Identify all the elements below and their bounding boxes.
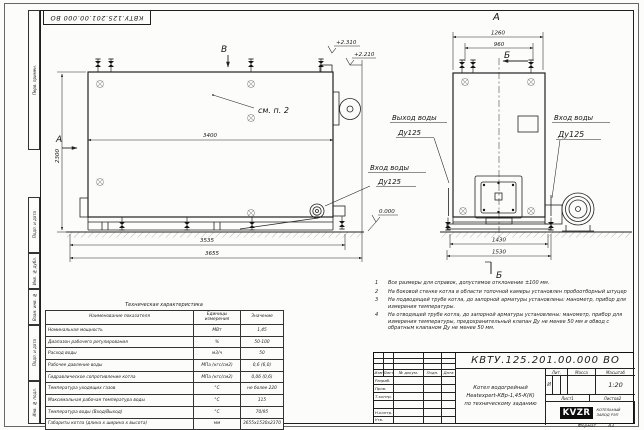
note-item: 2 На боковой стенке котла в области топочной камеры установлен пробоотборный штуцер <box>375 288 627 295</box>
table-row: Номинальная мощность МВт 1,45 <box>46 325 284 337</box>
dim-1530: 1530 <box>492 249 506 256</box>
svg-text:Ду125: Ду125 <box>398 129 421 137</box>
tech-characteristics-table <box>45 300 283 430</box>
table-row: Температура воды (Вход/Выход) °С 70/95 <box>46 406 284 418</box>
table-row: Габариты котла (длина х ширина х высота) мм 3655х1530х2370 <box>46 418 284 430</box>
note-item: 3 На подводящей трубе котла, до запорной арматуры установлены: манометр, прибор для измерения температуры. <box>375 297 626 310</box>
svg-text:Вход воды: Вход воды <box>554 114 594 122</box>
table-row: Гидравлическое сопротивление котла МПа (кгс/см2) 0,06 (0,6) <box>46 371 284 383</box>
section-marker-b-bottom: Б <box>496 271 503 281</box>
margin-box-inv-podl: Инв. № подл. <box>28 381 40 424</box>
lit-value-cell: И <box>546 376 568 395</box>
elev-2310: +2.310 <box>336 40 357 46</box>
svg-text:Вход воды: Вход воды <box>370 164 410 172</box>
inlet-label-main <box>325 164 426 206</box>
valve-symbols-main <box>95 59 345 230</box>
note-item: 1 Все размеры для справок, допустимое отклонение ±100 мм. <box>375 280 550 286</box>
ground-hatch <box>66 232 632 238</box>
boiler-front-view <box>447 58 594 237</box>
table-row: Расход воды м3/ч 50 <box>46 348 284 360</box>
notes-list <box>375 280 629 334</box>
doc-description: Котел водогрейный Heatexpert-КВр-1,45-К(К) по техническому заданию <box>456 369 546 425</box>
format-value: А3 <box>608 424 615 429</box>
top-stamp <box>43 10 151 25</box>
sheet-cell: Лист 1 <box>546 395 590 402</box>
company-cell <box>546 402 635 424</box>
valve-symbols-front <box>445 60 554 230</box>
margin-box-vzam-inv: Взам. инв. № <box>28 289 40 325</box>
svg-text:Ду125: Ду125 <box>558 130 585 139</box>
kvzr-logo: KVZR <box>560 407 594 420</box>
table-row: Рабочее давление воды МПа (кгс/см2) 0,6 (6,0) <box>46 360 284 372</box>
view-a-title: А <box>493 12 500 23</box>
sheets-cell: Листов 2 <box>590 395 635 402</box>
table-row: Температура уходящих газов °С не более 220 <box>46 383 284 395</box>
scale-value: 1:20 <box>596 376 635 395</box>
boiler-side-view <box>80 65 361 230</box>
dim-3655: 3655 <box>205 251 219 257</box>
doc-number: КВТУ.125.201.00.000 ВО <box>456 353 635 369</box>
elev-0000: 0.000 <box>379 209 395 215</box>
scale-header: Масштаб <box>596 369 635 376</box>
table-row: Максимальная рабочая температура воды °С 115 <box>46 395 284 407</box>
margin-box-inv-dubl: Инв. № дубл. <box>28 253 40 289</box>
title-block <box>373 352 634 424</box>
section-marker-a: А <box>56 135 63 145</box>
svg-text:Ду125: Ду125 <box>378 178 401 186</box>
inlet-label-front <box>552 114 610 198</box>
mass-value-cell <box>568 376 596 395</box>
dim-3535: 3535 <box>200 238 214 244</box>
format-label: Формат А3 <box>577 424 615 429</box>
dim-1430: 1430 <box>492 237 506 244</box>
col-value: Значение <box>241 311 284 325</box>
note-item: 4 На отводящей трубе котла, до запорной арматуры установлены: манометр, прибор для измерения температуры, предохранительный клапан Ду не менее 50 мм и обвод с обратным клапаном Ду не менее 50 мм. <box>375 312 623 331</box>
lit-header: Лит. <box>546 369 568 376</box>
svg-text:Выход воды: Выход воды <box>392 114 437 122</box>
section-marker-v: В <box>221 45 228 55</box>
mass-header: Масса <box>568 369 596 376</box>
lift-point-marks-front <box>460 79 535 215</box>
section-marker-b-top: Б <box>504 51 511 61</box>
dim-1260: 1260 <box>491 30 505 37</box>
col-units: Единицы измерения <box>194 311 241 325</box>
dim-3400: 3400 <box>203 133 217 139</box>
lift-point-marks-main <box>97 81 255 217</box>
company-name: КОТЕЛЬНЫЙ ЗАВОД РЭП <box>596 408 621 417</box>
margin-box-podp-data-1: Подп. и дата <box>28 197 40 253</box>
elev-2210: +2.210 <box>354 52 375 58</box>
see-note-2-label: см. п. 2 <box>258 106 289 115</box>
top-stamp-number: КВТУ.125.201.00.000 ВО <box>50 13 144 22</box>
tech-table-title: Техническая характеристика <box>125 302 203 308</box>
col-param: Наименование показателя <box>46 311 194 325</box>
dim-960: 960 <box>493 42 505 48</box>
table-row: Диапазон рабочего регулирования % 50-100 <box>46 336 284 348</box>
margin-box-podp-data-2: Подп. и дата <box>28 325 40 381</box>
title-block-revision-grid: Изм Лист № докум. Подп. Дата Разраб. Пров. Т.контр. Н.контр. Утв. <box>374 353 456 424</box>
dim-2300: 2300 <box>55 149 61 163</box>
elevation-marks <box>328 46 398 231</box>
margin-box-perv-primen: Перв. примен. <box>28 10 40 150</box>
